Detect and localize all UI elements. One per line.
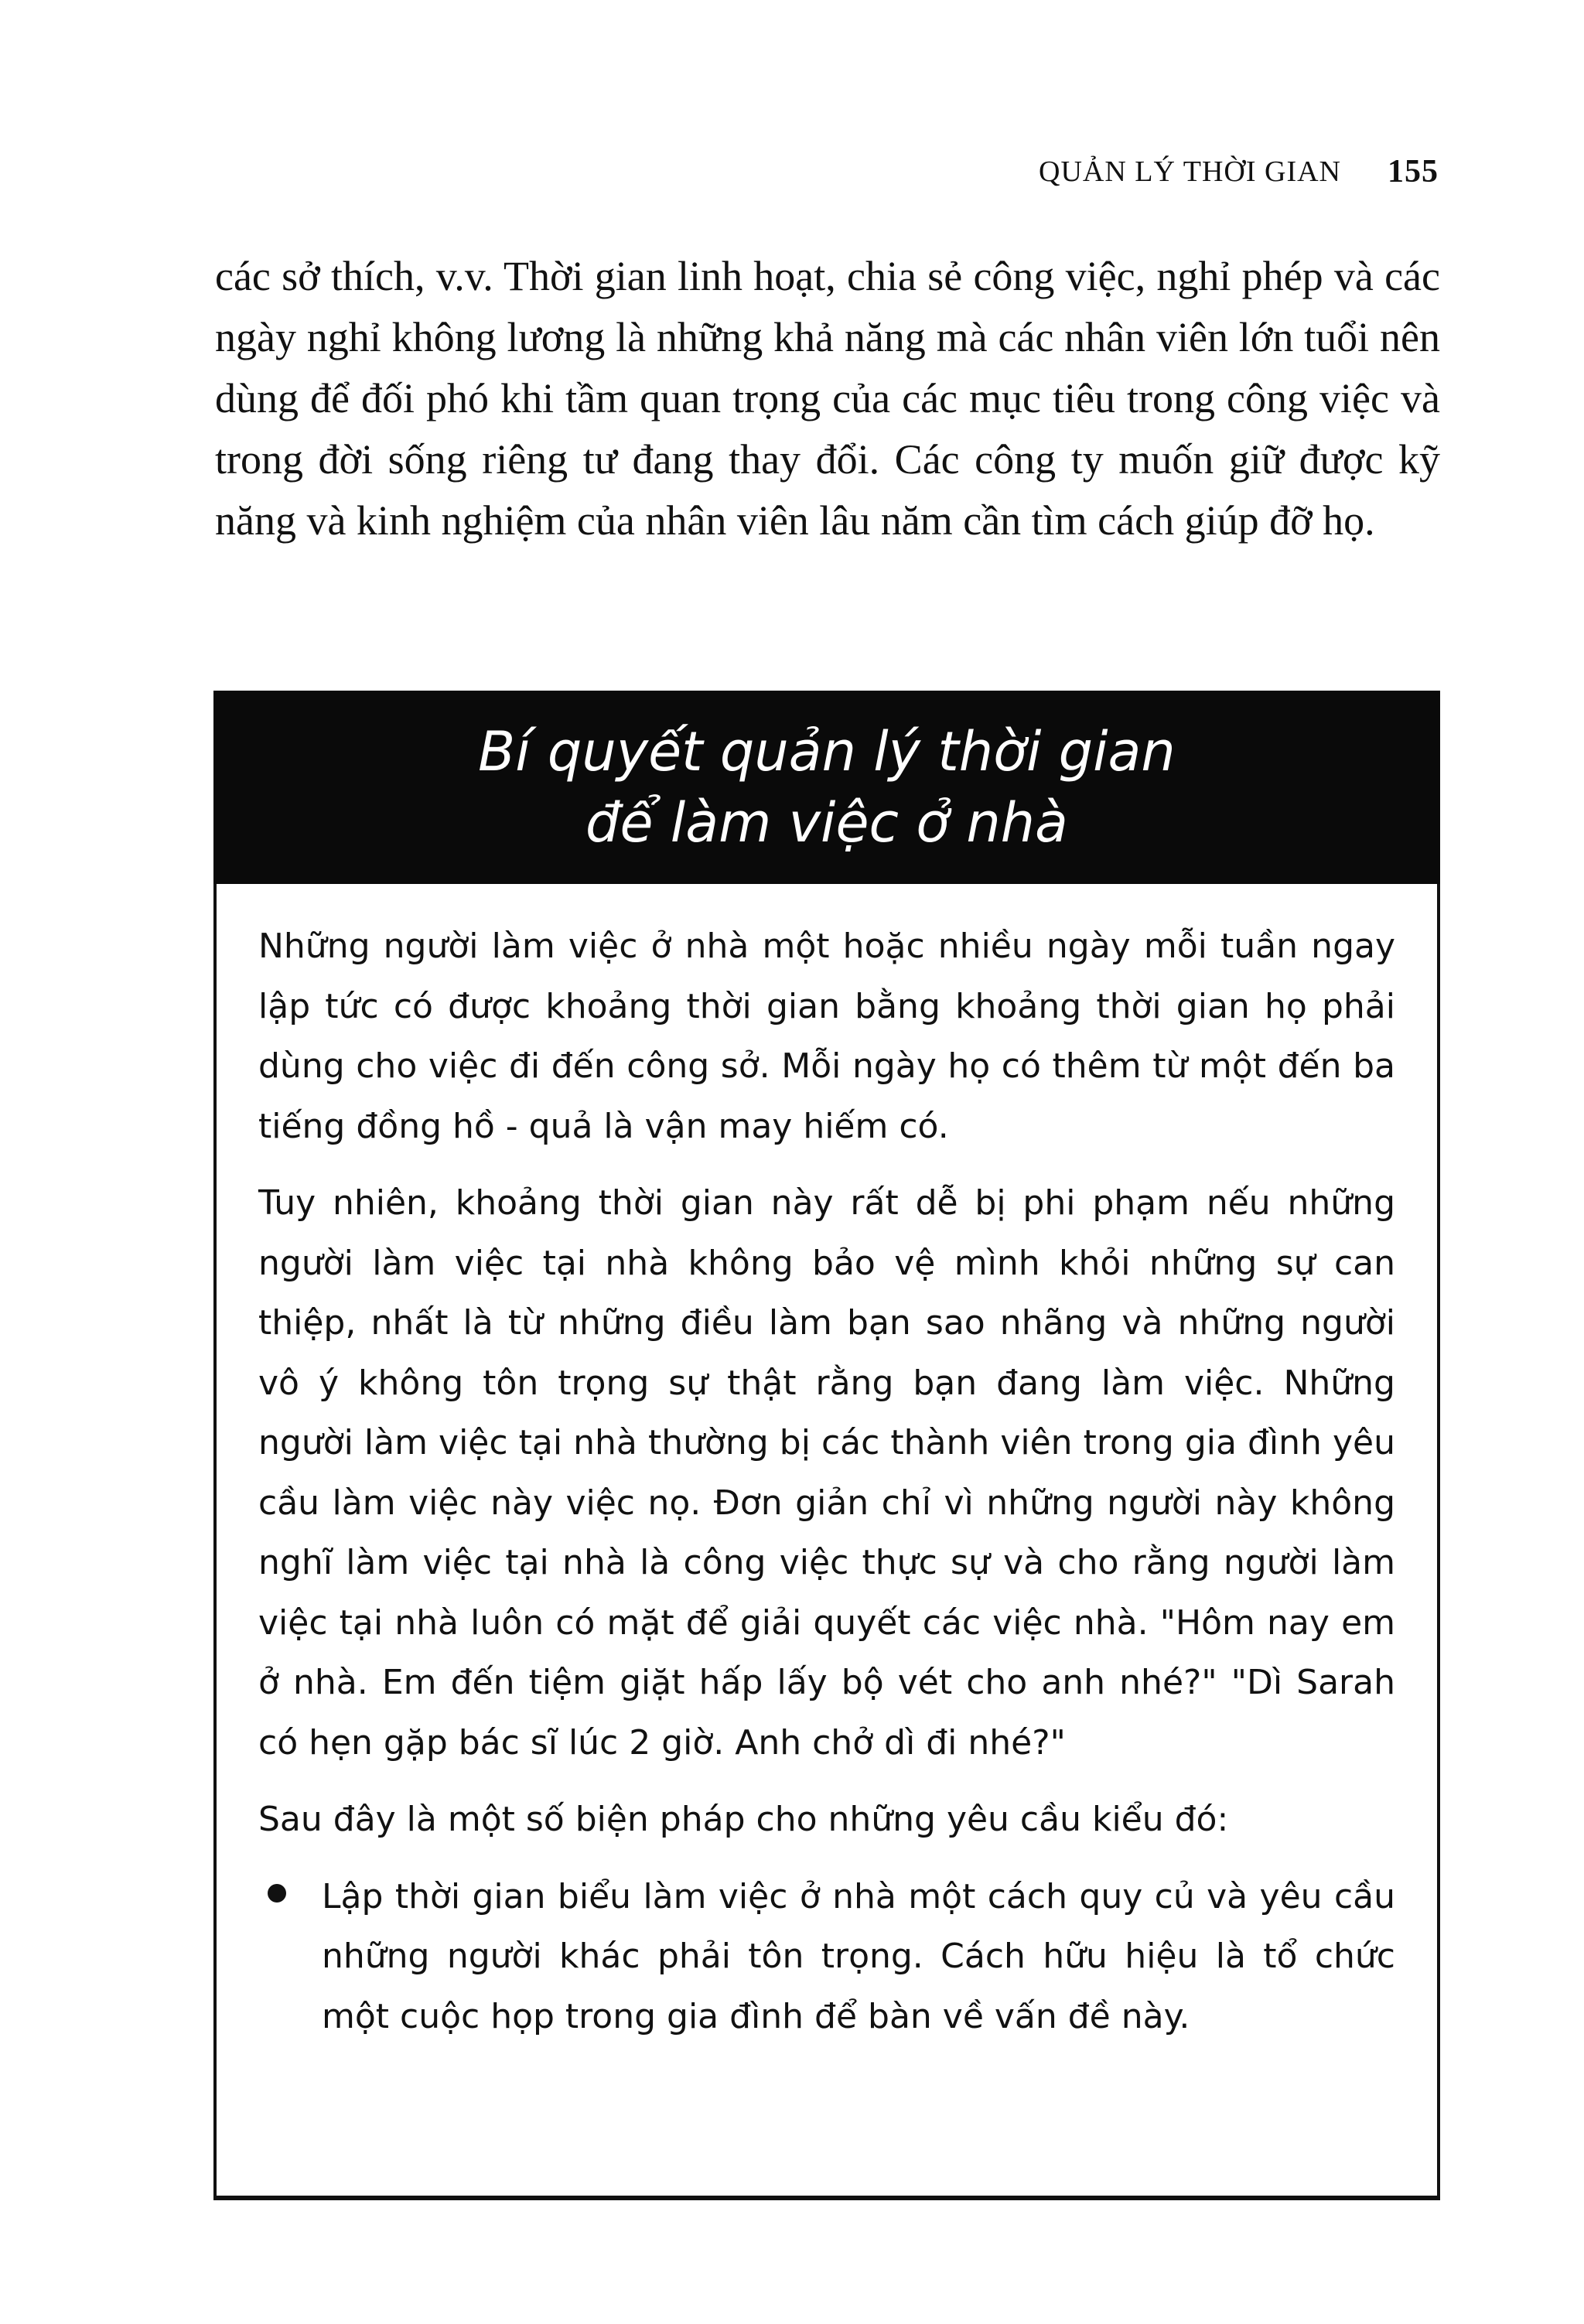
tip-paragraph-2: Tuy nhiên, khoảng thời gian này rất dễ bị phi phạm nếu những người làm việc tại nhà không bảo vệ mình khỏi những sự can thiệp, nhất là từ những điều làm bạn sao nhãng và những người vô ý không tôn trọng sự thật rằng bạn đang làm việc. Những người làm việc tại nhà thường bị các thành viên trong gia đình yêu cầu làm việc này việc nọ. Đơn giản chỉ vì những người này không nghĩ làm việc tại nhà là công việc thực sự và cho rằng người làm việc tại nhà luôn có mặt để giải quyết các việc nhà. "Hôm nay em ở nhà. Em đến tiệm giặt hấp lấy bộ vét cho anh nhé?" "Dì Sarah có hẹn gặp bác sĩ lúc 2 giờ. Anh chở dì đi nhé?" <box>258 1183 1395 1763</box>
intro-paragraph: các sở thích, v.v. Thời gian linh hoạt, chia sẻ công việc, nghỉ phép và các ngày nghỉ không lương là những khả năng mà các nhân viên lớn tuổi nên dùng để đối phó khi tầm quan trọng của các mục tiêu trong công việc và trong đời sống riêng tư đang thay đổi. Các công ty muốn giữ được kỹ năng và kinh nghiệm của nhân viên lâu năm cần tìm cách giúp đỡ họ. <box>215 253 1440 544</box>
tip-paragraph-3: Sau đây là một số biện pháp cho những yêu cầu kiểu đó: <box>258 1800 1229 1839</box>
running-header <box>928 148 1439 195</box>
tip-bullet-item <box>258 1867 1395 2047</box>
page-number: 155 <box>1388 154 1439 189</box>
tip-box-body <box>217 884 1437 2046</box>
tip-box-title-line-2: để làm việc ở nhà <box>585 791 1068 855</box>
tip-box-title <box>213 691 1440 884</box>
tip-bullet-text: Lập thời gian biểu làm việc ở nhà một cách quy củ và yêu cầu những người khác phải tôn trọng. Cách hữu hiệu là tổ chức một cuộc họp trong gia đình để bàn về vấn đề này. <box>322 1876 1395 2036</box>
tip-box-title-line-1: Bí quyết quản lý thời gian <box>478 720 1176 783</box>
tip-bullet-list <box>258 1867 1395 2047</box>
tip-box <box>213 692 1440 2200</box>
bullet-dot-icon <box>268 1884 286 1903</box>
tip-paragraph-1: Những người làm việc ở nhà một hoặc nhiều ngày mỗi tuần ngay lập tức có được khoảng thời gian bằng khoảng thời gian họ phải dùng cho việc đi đến công sở. Mỗi ngày họ có thêm từ một đến ba tiếng đồng hồ - quả là vận may hiếm có. <box>258 927 1395 1146</box>
running-title: QUẢN LÝ THỜI GIAN <box>1039 155 1341 188</box>
